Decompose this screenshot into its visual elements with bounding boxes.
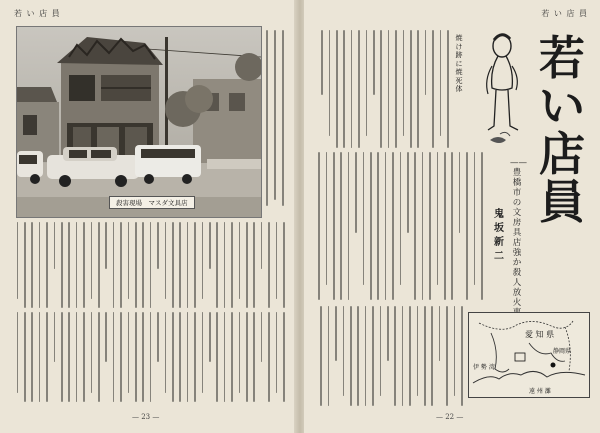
text-line — [340, 152, 342, 300]
photo-caption: 殺害現場 マスダ文具店 — [109, 196, 195, 209]
text-line — [165, 222, 167, 299]
text-line — [422, 152, 424, 300]
text-line — [392, 152, 394, 300]
text-line — [372, 306, 374, 406]
text-line — [157, 312, 159, 362]
text-line — [216, 312, 218, 402]
text-line — [425, 30, 427, 95]
text-line — [135, 312, 137, 402]
text-line — [350, 306, 352, 406]
author-name: 鬼 坂 新 二 — [494, 209, 504, 262]
text-line — [24, 312, 26, 402]
text-line — [150, 222, 152, 308]
body-text-right-middle — [314, 152, 484, 300]
text-line — [165, 312, 167, 393]
text-line — [179, 222, 181, 308]
article-title — [532, 31, 592, 229]
text-line — [91, 312, 93, 393]
map-label-ise-bay: 伊 勢 湾 — [473, 364, 495, 371]
text-line — [31, 312, 33, 402]
text-line — [402, 306, 404, 406]
text-line — [474, 152, 476, 285]
text-line — [224, 312, 226, 402]
text-line — [357, 306, 359, 406]
text-line — [355, 152, 357, 233]
text-line — [336, 30, 338, 148]
text-line — [128, 222, 130, 299]
text-line — [387, 306, 389, 361]
text-line — [187, 312, 189, 402]
body-text-column-upper-right — [264, 30, 292, 210]
text-line — [385, 152, 387, 300]
text-line — [351, 30, 353, 148]
text-line — [459, 152, 461, 233]
text-line — [446, 306, 448, 406]
text-line — [388, 30, 390, 148]
text-line — [365, 306, 367, 406]
text-line — [461, 306, 463, 406]
text-line — [209, 222, 211, 269]
text-line — [395, 30, 397, 148]
text-line — [128, 312, 130, 393]
map-illustration — [469, 313, 589, 397]
text-line — [373, 30, 375, 95]
man-sketch-illustration — [480, 30, 526, 150]
text-line — [202, 312, 204, 393]
text-line — [451, 152, 453, 300]
text-line — [370, 152, 372, 300]
text-line — [432, 30, 434, 148]
text-line — [431, 306, 433, 406]
text-line — [68, 222, 70, 308]
article-subtitle: —— 豊橋市の文房具店強か殺人放火 — [510, 158, 527, 308]
text-line — [83, 312, 85, 402]
text-line — [239, 222, 241, 299]
text-line — [239, 312, 241, 393]
text-line — [105, 312, 107, 362]
text-line — [216, 222, 218, 308]
text-line — [268, 222, 270, 308]
text-line — [61, 222, 63, 308]
right-page — [304, 0, 600, 433]
text-line — [46, 312, 48, 402]
text-line — [253, 222, 255, 308]
text-line — [253, 312, 255, 402]
photo-illustration — [17, 27, 261, 217]
page-number-left: — 23 — — [132, 413, 160, 421]
text-line — [380, 30, 382, 148]
text-line — [417, 30, 419, 148]
page-number-right: — 22 — — [436, 413, 464, 421]
text-line — [194, 222, 196, 308]
text-line — [343, 30, 345, 148]
text-line — [39, 222, 41, 308]
text-line — [417, 306, 419, 396]
text-line — [157, 222, 159, 269]
text-line — [329, 30, 331, 136]
text-line — [318, 152, 320, 300]
text-line — [283, 312, 285, 402]
text-line — [380, 306, 382, 396]
text-line — [283, 222, 285, 308]
body-text-right-lower — [314, 306, 464, 406]
text-line — [268, 312, 270, 402]
text-line — [424, 306, 426, 406]
text-line — [403, 30, 405, 136]
text-line — [17, 312, 19, 393]
running-head-right: 若 い 店 員 — [541, 9, 588, 18]
text-line — [407, 152, 409, 233]
text-line — [113, 222, 115, 308]
text-line — [105, 222, 107, 269]
text-line — [358, 30, 360, 148]
text-line — [135, 222, 137, 308]
text-line — [333, 152, 335, 300]
text-line — [61, 312, 63, 402]
text-line — [394, 306, 396, 406]
text-line — [113, 312, 115, 402]
text-line — [54, 222, 56, 269]
text-line — [343, 306, 345, 396]
text-line — [224, 222, 226, 308]
text-line — [187, 222, 189, 308]
text-line — [202, 222, 204, 299]
text-line — [410, 30, 412, 148]
text-line — [150, 312, 152, 402]
text-line — [320, 306, 322, 406]
text-line — [439, 306, 441, 361]
text-line — [246, 312, 248, 402]
body-text-lower-tier-1 — [14, 222, 286, 308]
map-label-shizuoka: 静岡県 — [553, 348, 572, 355]
text-line — [91, 222, 93, 299]
text-line — [481, 152, 483, 300]
text-line — [120, 222, 122, 308]
text-line — [54, 312, 56, 362]
map-label-sea: 遠 州 灘 — [529, 388, 551, 395]
text-line — [172, 222, 174, 308]
text-line — [83, 222, 85, 308]
text-line — [437, 152, 439, 285]
body-text-lower-tier-2 — [14, 312, 286, 402]
left-page — [0, 0, 296, 433]
text-line — [98, 222, 100, 308]
text-line — [98, 312, 100, 402]
text-line — [24, 222, 26, 308]
section-heading: 焼け跡に焼死体 — [455, 34, 463, 93]
text-line — [194, 312, 196, 402]
text-line — [454, 306, 456, 396]
text-line — [414, 152, 416, 300]
text-line — [120, 312, 122, 402]
text-line — [429, 152, 431, 300]
text-line — [261, 222, 263, 269]
body-text-right-upper — [314, 30, 450, 148]
text-line — [179, 312, 181, 402]
text-line — [46, 222, 48, 308]
text-line — [142, 222, 144, 308]
text-line — [231, 222, 233, 308]
crime-scene-photo — [16, 26, 262, 218]
text-line — [377, 152, 379, 300]
text-line — [348, 152, 350, 300]
text-line — [31, 222, 33, 308]
text-line — [363, 152, 365, 285]
text-line — [209, 312, 211, 362]
text-line — [231, 312, 233, 402]
text-line — [447, 30, 449, 148]
map-label-prefecture: 愛 知 県 — [525, 330, 555, 339]
text-line — [172, 312, 174, 402]
text-line — [39, 312, 41, 402]
text-line — [17, 222, 19, 299]
text-line — [246, 222, 248, 308]
text-line — [76, 312, 78, 402]
text-line — [400, 152, 402, 285]
text-line — [335, 306, 337, 361]
text-line — [142, 312, 144, 402]
text-line — [444, 152, 446, 300]
text-line — [68, 312, 70, 402]
text-line — [328, 306, 330, 406]
text-line — [261, 312, 263, 362]
text-line — [409, 306, 411, 406]
text-line — [321, 30, 323, 95]
text-line — [366, 30, 368, 136]
text-line — [76, 222, 78, 308]
aichi-map — [468, 312, 590, 398]
text-line — [276, 312, 278, 393]
text-line — [326, 152, 328, 285]
text-line — [440, 30, 442, 136]
article-title-text: 若い店員 — [539, 31, 585, 229]
text-line — [466, 152, 468, 300]
text-line — [276, 222, 278, 299]
running-head-left: 若 い 店 員 — [14, 9, 61, 18]
